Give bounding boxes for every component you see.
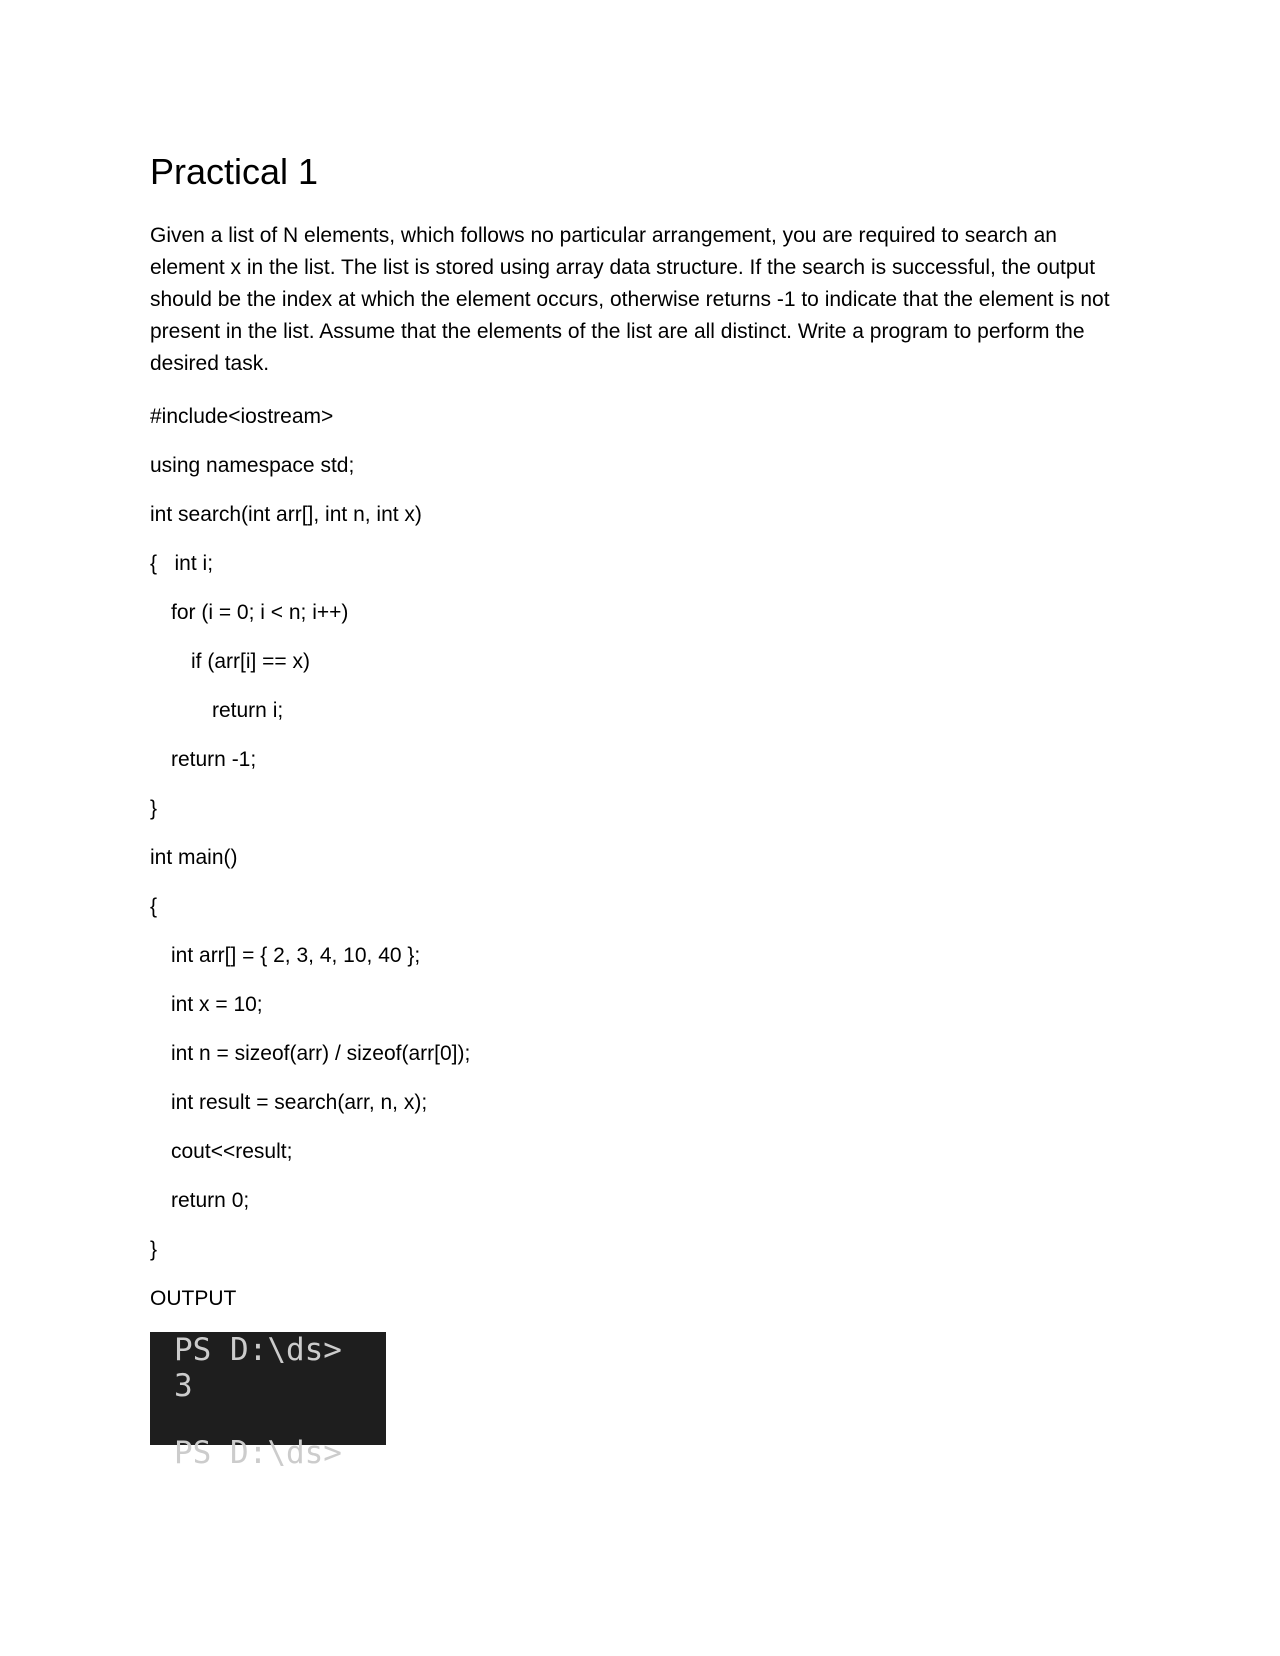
code-line: for (i = 0; i < n; i++) — [171, 601, 349, 624]
code-line: int result = search(arr, n, x); — [171, 1091, 428, 1114]
code-line: { int i; — [150, 552, 214, 575]
code-line: int search(int arr[], int n, int x) — [150, 503, 422, 526]
page-title: Practical 1 — [150, 151, 319, 192]
code-line: int n = sizeof(arr) / sizeof(arr[0]); — [171, 1042, 471, 1065]
code-listing — [150, 402, 1110, 1265]
code-line: { — [150, 895, 158, 918]
code-line: int arr[] = { 2, 3, 4, 10, 40 }; — [171, 944, 421, 967]
document-page — [150, 150, 1110, 1471]
code-line: } — [150, 1238, 158, 1261]
code-line: } — [150, 797, 158, 820]
code-line: int x = 10; — [171, 993, 263, 1016]
code-line: #include<iostream> — [150, 405, 334, 428]
code-line: return -1; — [171, 748, 257, 771]
terminal-prompt: PS D:\ds> — [174, 1332, 342, 1368]
output-label: OUTPUT — [150, 1287, 237, 1310]
code-line: using namespace std; — [150, 454, 355, 477]
code-line: if (arr[i] == x) — [191, 650, 311, 673]
terminal-screenshot — [150, 1332, 386, 1471]
code-line: return 0; — [171, 1189, 250, 1212]
terminal-output: 3 — [174, 1368, 193, 1404]
code-line: cout<<result; — [171, 1140, 293, 1163]
code-line: return i; — [212, 699, 284, 722]
code-line: int main() — [150, 846, 238, 869]
problem-statement: Given a list of N elements, which follows no particular arrangement, you are required to search an element x in the list. The list is stored using array data structure. If the search is successful, the output should be the index at which the element occurs, otherwise returns -1 to indicate that the element is not present in the list. Assume that the elements of the list are all distinct. Write a program to perform the desired task. — [150, 224, 1110, 375]
terminal-next-prompt: PS D:\ds> — [174, 1435, 342, 1471]
